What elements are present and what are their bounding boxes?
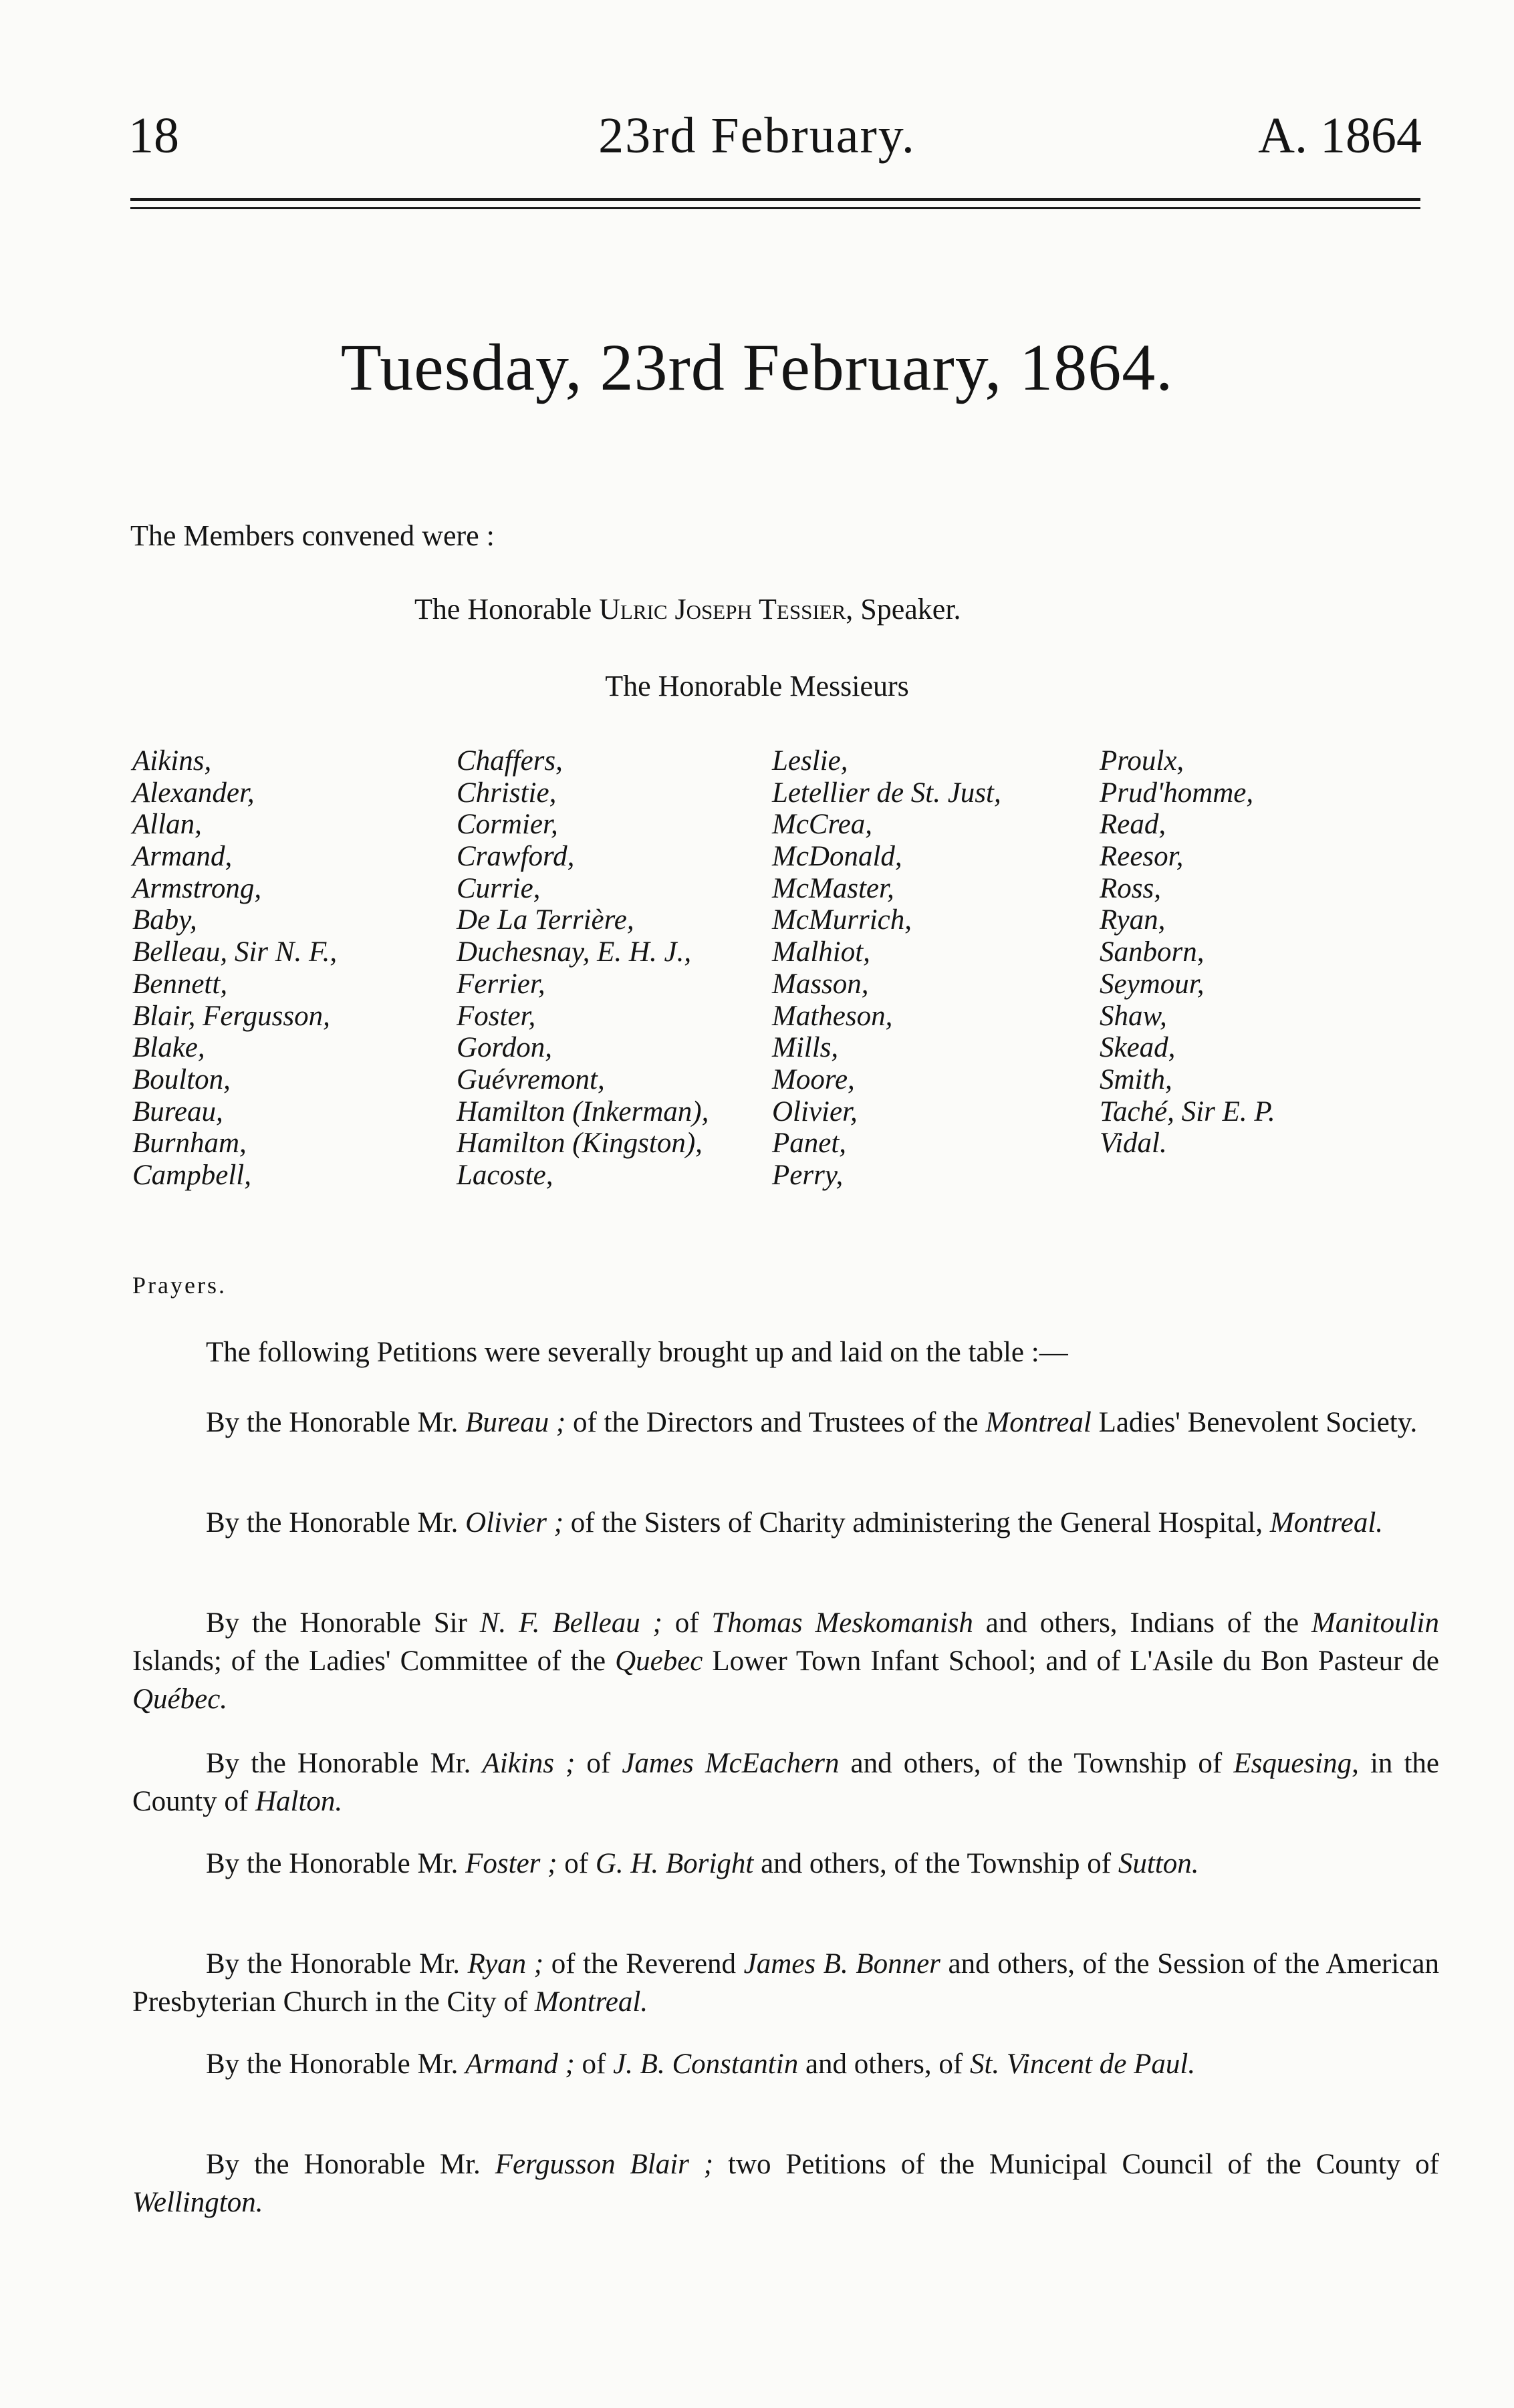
- member-name: Boulton,: [132, 1063, 231, 1095]
- member-name: Campbell,: [132, 1159, 251, 1191]
- header-rule-thick: [130, 198, 1420, 201]
- member-name: Reesor,: [1100, 841, 1184, 873]
- member-name: McMurrich,: [772, 904, 912, 936]
- member-name: Armstrong,: [132, 872, 262, 904]
- member-name: Gordon,: [457, 1032, 552, 1064]
- petition-paragraph: By the Honorable Mr. Ryan ; of the Reverend James B. Bonner and others, of the Session of the American Presbyterian Church in the City of Montreal.: [132, 1948, 1439, 2018]
- member-name: Lacoste,: [457, 1159, 553, 1191]
- member-name: De La Terrière,: [457, 904, 634, 936]
- member-name: Guévremont,: [457, 1063, 605, 1095]
- speaker-name: Ulric Joseph Tessier: [599, 593, 846, 626]
- member-name: Prud'homme,: [1100, 777, 1254, 809]
- member-name: Ferrier,: [457, 968, 545, 1000]
- header-date: 23rd February.: [598, 108, 916, 164]
- petition-paragraph: By the Honorable Mr. Aikins ; of James McEachern and others, of the Township of Esquesing, in the County of Halton.: [132, 1748, 1439, 1817]
- member-name: Vidal.: [1100, 1127, 1167, 1160]
- member-name: Letellier de St. Just,: [772, 777, 1001, 809]
- member-name: Duchesnay, E. H. J.,: [457, 936, 692, 968]
- petition-paragraph: By the Honorable Mr. Olivier ; of the Sisters of Charity administering the General Hospital, Montreal.: [206, 1507, 1384, 1539]
- member-name: Chaffers,: [457, 745, 563, 777]
- petition-paragraph: By the Honorable Sir N. F. Belleau ; of Thomas Meskomanish and others, Indians of the Manitoulin Islands; of the Ladies' Committee of the Quebec Lower Town Infant School; and of L'Asile du Bon Pasteur de Québec.: [132, 1607, 1439, 1715]
- member-name: Panet,: [772, 1127, 847, 1160]
- member-name: Aikins,: [132, 745, 212, 777]
- members-column-1: [132, 745, 337, 1192]
- member-name: Ross,: [1100, 872, 1161, 904]
- member-name: Belleau, Sir N. F.,: [132, 936, 338, 968]
- member-name: Alexander,: [132, 777, 255, 809]
- member-name: Foster,: [457, 1000, 536, 1032]
- member-name: Olivier,: [772, 1095, 858, 1127]
- members-column-3: [772, 745, 1001, 1192]
- member-name: Blair, Fergusson,: [132, 1000, 330, 1032]
- prayers-heading: Prayers.: [132, 1272, 227, 1299]
- member-name: Currie,: [457, 872, 541, 904]
- members-convened-line: The Members convened were :: [130, 519, 495, 552]
- member-name: Armand,: [132, 841, 233, 873]
- member-name: McDonald,: [772, 841, 902, 873]
- petition-paragraph: By the Honorable Mr. Armand ; of J. B. Constantin and others, of St. Vincent de Paul.: [206, 2048, 1196, 2080]
- member-name: Ryan,: [1100, 904, 1166, 936]
- member-name: Allan,: [132, 809, 202, 841]
- member-name: Moore,: [772, 1063, 855, 1095]
- member-name: Taché, Sir E. P.: [1100, 1095, 1275, 1127]
- header-year: A. 1864: [1258, 108, 1422, 164]
- member-name: Burnham,: [132, 1127, 247, 1160]
- petition-paragraph: By the Honorable Mr. Fergusson Blair ; two Petitions of the Municipal Council of the County of Wellington.: [132, 2149, 1440, 2218]
- header-rule-thin: [130, 207, 1420, 209]
- member-name: Hamilton (Kingston),: [457, 1127, 703, 1160]
- member-name: Cormier,: [457, 809, 558, 841]
- petition-paragraph: By the Honorable Mr. Bureau ; of the Directors and Trustees of the Montreal Ladies' Benevolent Society.: [206, 1407, 1418, 1438]
- member-name: Sanborn,: [1100, 936, 1205, 968]
- page-title: Tuesday, 23rd February, 1864.: [340, 330, 1174, 404]
- members-column-4: [1100, 745, 1275, 1160]
- member-name: Smith,: [1100, 1063, 1172, 1095]
- member-name: Matheson,: [772, 1000, 893, 1032]
- member-name: Leslie,: [772, 745, 848, 777]
- member-name: Read,: [1100, 809, 1166, 841]
- member-name: Perry,: [772, 1159, 844, 1191]
- member-name: Shaw,: [1100, 1000, 1167, 1032]
- member-name: Mills,: [772, 1032, 839, 1064]
- page-number: 18: [128, 108, 179, 164]
- member-name: Skead,: [1100, 1032, 1176, 1064]
- member-name: Seymour,: [1100, 968, 1205, 1000]
- petitions-intro: The following Petitions were severally brought up and laid on the table :—: [206, 1337, 1068, 1368]
- member-name: Proulx,: [1100, 745, 1184, 777]
- member-name: Crawford,: [457, 841, 575, 873]
- member-name: Malhiot,: [772, 936, 870, 968]
- messieurs-heading: The Honorable Messieurs: [605, 670, 909, 702]
- member-name: Masson,: [772, 968, 869, 1000]
- speaker-line: [414, 595, 961, 624]
- speaker-prefix: The Honorable: [414, 593, 592, 626]
- members-column-2: [457, 745, 709, 1192]
- member-name: Bureau,: [132, 1095, 223, 1127]
- member-name: Hamilton (Inkerman),: [457, 1095, 709, 1127]
- member-name: McCrea,: [772, 809, 873, 841]
- member-name: Baby,: [132, 904, 197, 936]
- member-name: Bennett,: [132, 968, 228, 1000]
- member-name: McMaster,: [772, 872, 894, 904]
- member-name: Christie,: [457, 777, 557, 809]
- petition-paragraph: By the Honorable Mr. Foster ; of G. H. Boright and others, of the Township of Sutton.: [206, 1848, 1199, 1879]
- member-name: Blake,: [132, 1032, 205, 1064]
- speaker-suffix: , Speaker.: [846, 593, 961, 626]
